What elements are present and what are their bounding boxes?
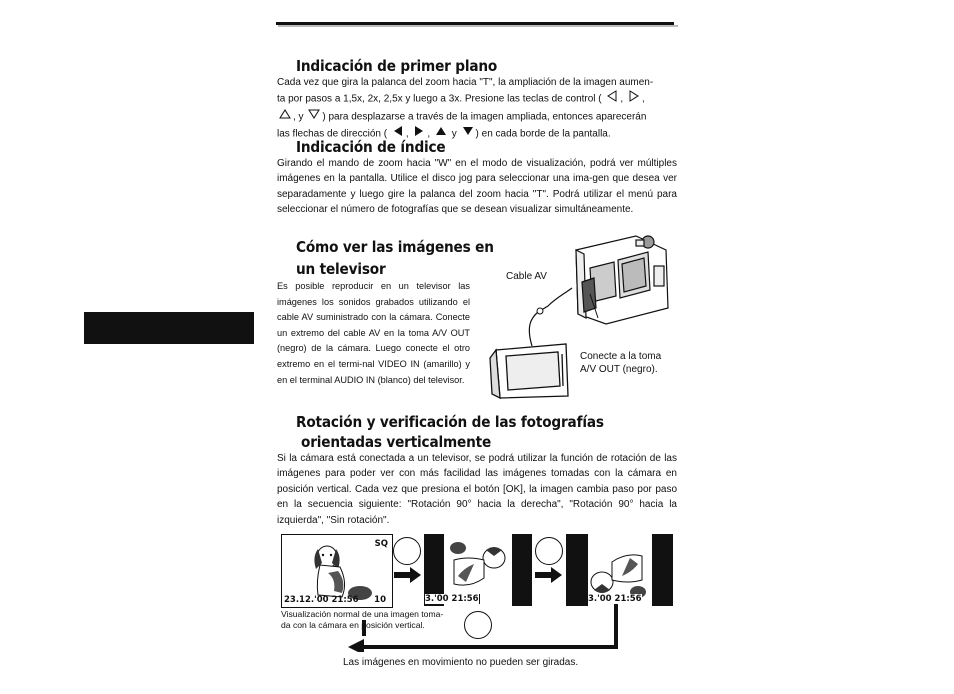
tv-camera-illustration [486, 226, 676, 402]
top-rule-shadow [278, 25, 678, 27]
text: y [451, 128, 457, 140]
right-outline-arrow-icon [628, 90, 640, 107]
paragraph-televisor: Es posible reproducir en un televisor las imágenes los sonidos grabados utilizando el cable AV suministrado con la cámara. Conecte un extremo del cable AV en la toma A/V OUT (negro) de la cámara. Luego conecte el otro extremo en el termi-nal VIDEO IN (amarillo) y en el terminal AUDIO IN (blanco) del televisor. [277, 281, 470, 385]
line: Cada vez que gira la palanca del zoom hacia "T", la ampliación de la imagen aumen- [277, 77, 654, 88]
paragraph-indice: Girando el mando de zoom hacia "W" en el modo de visualización, podrá ver múltiples imágenes en la pantalla. Utilice el disco jog para seleccionar una ima-gen que desea ver separadamente y luego gire la palanca del zoom hacia "T". Podrá utilizar el menú para seleccionar el número de fotografías que se desean visualizar simultáneamente. [277, 158, 677, 216]
text: ) en cada borde de la pantalla. [475, 128, 611, 140]
heading-rotacion-line2: orientadas verticalmente [301, 433, 492, 451]
digital-camera [576, 236, 668, 324]
text: , [427, 128, 431, 140]
down-outline-arrow-icon [308, 108, 320, 125]
return-arrow-icon [344, 604, 624, 652]
frame2-date [424, 594, 480, 604]
line [277, 90, 677, 107]
text: las flechas de dirección ( [277, 128, 388, 140]
text: , [641, 93, 645, 105]
ok-button-icon [393, 537, 421, 565]
text: ) para desplazarse a través de la imagen ampliada, entonces aparecerán [322, 111, 647, 123]
line [277, 108, 677, 125]
label-conecte-line1: Conecte a la toma [580, 351, 662, 362]
down-filled-arrow-icon [462, 125, 474, 142]
caption-line: da con la cámara en posición vertical. [281, 619, 425, 630]
figure-note: Las imágenes en movimiento no pueden ser giradas. [343, 657, 579, 668]
frame2-date-text: 3.'00 21:56 [425, 594, 479, 604]
text: ta por pasos a 1,5x, 2x, 2,5x y luego a 3x. Presione las teclas de control ( [277, 93, 602, 105]
right-arrow-icon [394, 567, 422, 583]
television [490, 344, 568, 398]
frame3-date [588, 594, 642, 604]
text: , y [293, 111, 304, 123]
text: , [620, 93, 624, 105]
frame-rotated-right [424, 534, 532, 606]
heading-televisor-line2: un televisor [296, 260, 386, 278]
av-cable [529, 288, 572, 346]
label-cable-av: Cable AV [506, 271, 547, 282]
text: , [405, 128, 409, 140]
frame1-count: 10 [374, 595, 386, 605]
caption-line: Visualización normal de una imagen toma- [281, 609, 444, 619]
ok-button-icon [535, 537, 563, 565]
side-tab-marker [84, 312, 254, 344]
cable-ferrite [537, 308, 543, 314]
heading-indice: Indicación de índice [296, 138, 446, 156]
frame3-date-text: 3.'00 21:56 [588, 594, 642, 604]
up-outline-arrow-icon [279, 108, 291, 125]
paragraph-primer-plano [277, 75, 677, 143]
quality-label: SQ [374, 539, 388, 549]
heading-televisor-line1: Cómo ver las imágenes en [296, 238, 494, 256]
label-conecte-line2: A/V OUT (negro). [580, 364, 658, 375]
left-outline-arrow-icon [606, 90, 618, 107]
frame-rotated-left [566, 534, 673, 606]
heading-rotacion-line1: Rotación y verificación de las fotografías [296, 413, 604, 431]
heading-primer-plano: Indicación de primer plano [296, 57, 498, 75]
frame1-date: 23.12.'00 21:56 [284, 595, 359, 605]
right-arrow-icon [535, 567, 563, 583]
paragraph-rotacion: Si la cámara está conectada a un televisor, se podrá utilizar la función de rotación de las imágenes para poder ver con más facilidad las imágenes tomadas con la cámara en posición vertical. Cada vez que presiona el botón [OK], la imagen cambia paso por paso en la secuencia siguiente: "Rotación 90° hacia la derecha", "Rotación 90° hacia la izquierda", "Sin rotación". [277, 453, 677, 526]
frame-normal [281, 534, 393, 608]
